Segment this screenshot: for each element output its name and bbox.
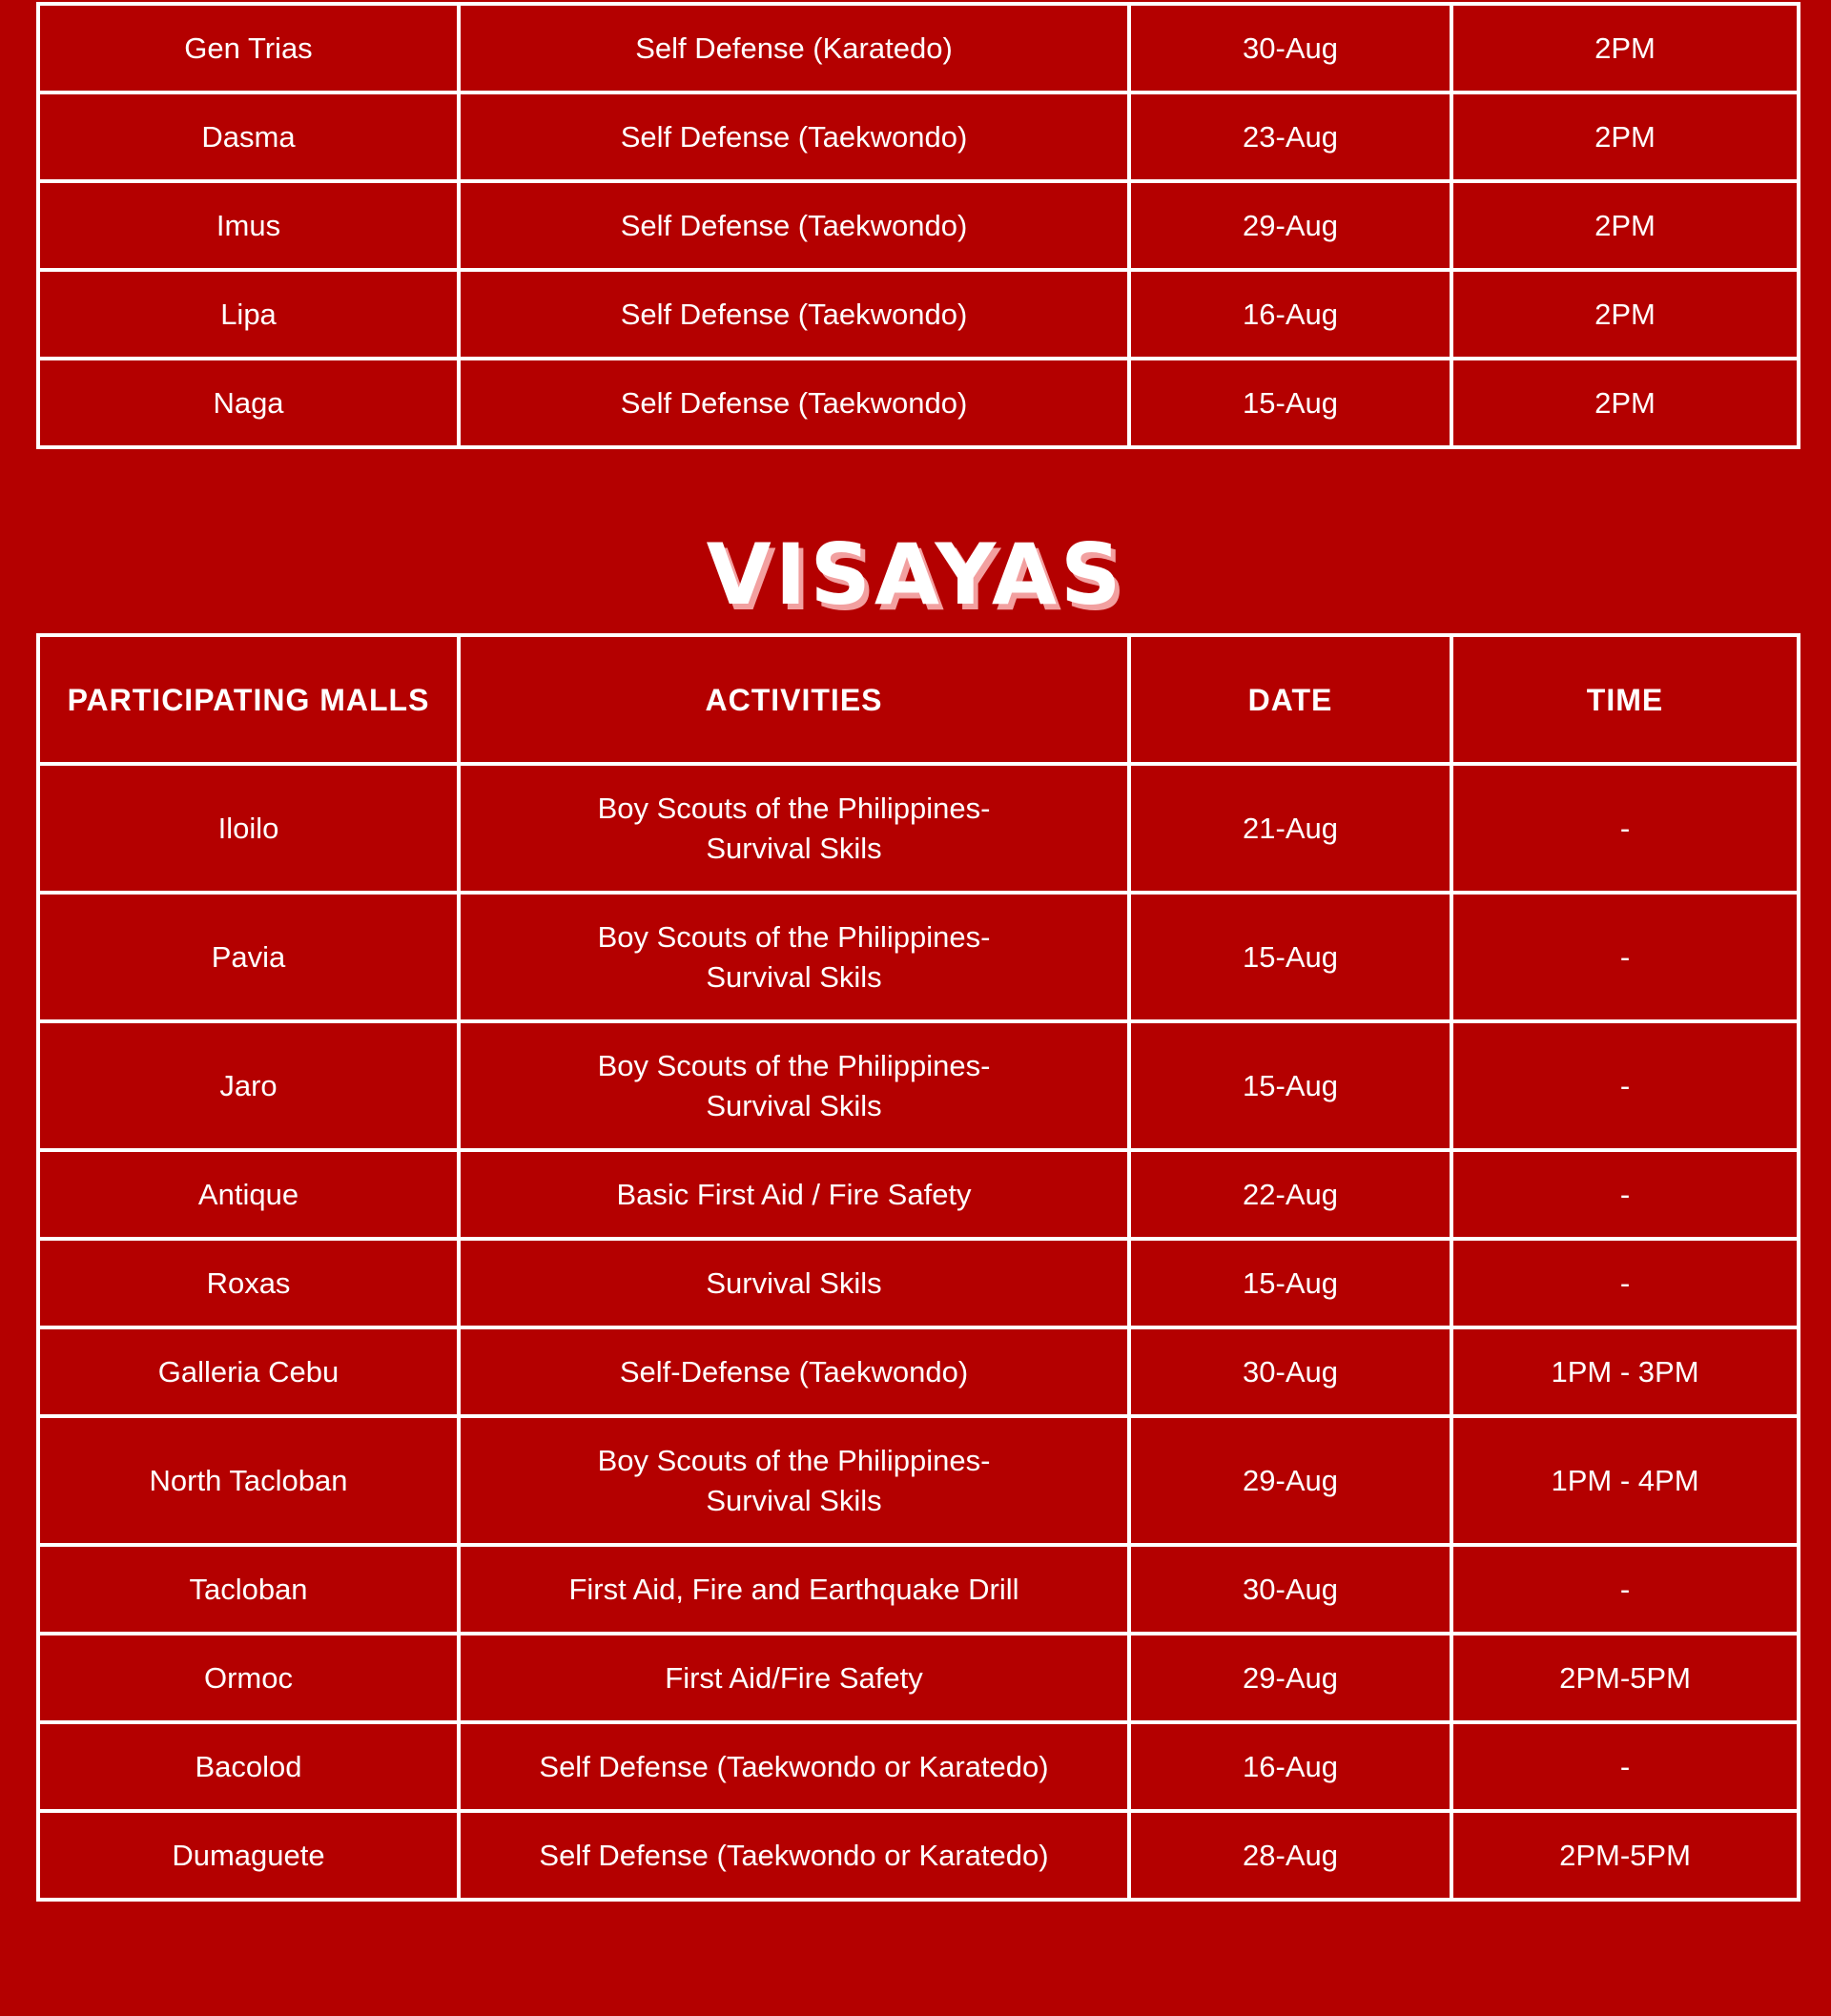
time-cell: -	[1451, 1545, 1799, 1634]
table-row	[38, 1239, 1799, 1327]
activity-cell-line: Survival Skils	[706, 1088, 882, 1122]
schedule-table-visayas-body	[38, 764, 1799, 1900]
time-cell: 2PM	[1451, 270, 1799, 359]
activity-cell-line: Self Defense (Taekwondo)	[620, 297, 968, 331]
activity-cell	[459, 4, 1129, 93]
activity-cell-line: Survival Skils	[706, 1265, 882, 1300]
mall-cell: Imus	[38, 181, 459, 270]
schedule-table-top-body	[38, 4, 1799, 447]
date-cell: 22-Aug	[1129, 1150, 1451, 1239]
time-cell: 2PM	[1451, 4, 1799, 93]
table-row	[38, 4, 1799, 93]
mall-cell: Naga	[38, 359, 459, 447]
date-cell: 21-Aug	[1129, 764, 1451, 893]
mall-cell: Jaro	[38, 1021, 459, 1150]
header-date: DATE	[1129, 635, 1451, 764]
mall-cell: Antique	[38, 1150, 459, 1239]
time-cell: 2PM	[1451, 359, 1799, 447]
activity-cell-line: Boy Scouts of the Philippines-	[597, 919, 991, 954]
activity-cell-line: Boy Scouts of the Philippines-	[597, 1443, 991, 1477]
section-title-visayas: VISAYAS	[706, 525, 1125, 624]
activity-cell	[459, 359, 1129, 447]
header-activities: ACTIVITIES	[459, 635, 1129, 764]
mall-cell: Dasma	[38, 93, 459, 181]
mall-cell: Galleria Cebu	[38, 1327, 459, 1416]
activity-cell	[459, 1416, 1129, 1545]
time-cell: -	[1451, 1150, 1799, 1239]
table-row	[38, 1021, 1799, 1150]
activity-cell-line: Self-Defense (Taekwondo)	[619, 1354, 969, 1389]
activity-cell	[459, 1545, 1129, 1634]
time-cell: 2PM	[1451, 181, 1799, 270]
mall-cell: Tacloban	[38, 1545, 459, 1634]
activity-cell	[459, 893, 1129, 1021]
activity-cell	[459, 1327, 1129, 1416]
header-participating-malls: PARTICIPATING MALLS	[38, 635, 459, 764]
date-cell: 30-Aug	[1129, 4, 1451, 93]
activity-cell-line: Self Defense (Taekwondo)	[620, 385, 968, 420]
mall-cell: Dumaguete	[38, 1811, 459, 1900]
date-cell: 15-Aug	[1129, 1239, 1451, 1327]
table-header-row	[38, 635, 1799, 764]
mall-cell: Roxas	[38, 1239, 459, 1327]
activity-cell	[459, 1811, 1129, 1900]
table-row	[38, 1545, 1799, 1634]
activity-cell-line: Boy Scouts of the Philippines-	[597, 791, 991, 825]
date-cell: 15-Aug	[1129, 359, 1451, 447]
table-row	[38, 1327, 1799, 1416]
mall-cell: Iloilo	[38, 764, 459, 893]
activity-cell-line: Basic First Aid / Fire Safety	[616, 1177, 972, 1211]
table-row	[38, 1722, 1799, 1811]
activity-cell-line: Self Defense (Taekwondo or Karatedo)	[539, 1838, 1049, 1872]
activity-cell-line: Survival Skils	[706, 1483, 882, 1517]
time-cell: 2PM	[1451, 93, 1799, 181]
table-row	[38, 1416, 1799, 1545]
activity-cell-line: Self Defense (Taekwondo)	[620, 208, 968, 242]
activity-cell-line: Boy Scouts of the Philippines-	[597, 1048, 991, 1082]
table-row	[38, 764, 1799, 893]
date-cell: 30-Aug	[1129, 1327, 1451, 1416]
date-cell: 15-Aug	[1129, 1021, 1451, 1150]
date-cell: 29-Aug	[1129, 1634, 1451, 1722]
schedule-table-visayas	[36, 633, 1800, 1902]
activity-cell	[459, 1634, 1129, 1722]
header-time: TIME	[1451, 635, 1799, 764]
date-cell: 23-Aug	[1129, 93, 1451, 181]
date-cell: 28-Aug	[1129, 1811, 1451, 1900]
table-row	[38, 1634, 1799, 1722]
table-row	[38, 270, 1799, 359]
activity-cell	[459, 181, 1129, 270]
date-cell: 30-Aug	[1129, 1545, 1451, 1634]
mall-cell: North Tacloban	[38, 1416, 459, 1545]
time-cell: -	[1451, 1722, 1799, 1811]
schedule-table-top	[36, 2, 1800, 449]
table-row	[38, 893, 1799, 1021]
date-cell: 16-Aug	[1129, 1722, 1451, 1811]
activity-cell	[459, 1239, 1129, 1327]
activity-cell-line: Self Defense (Taekwondo or Karatedo)	[539, 1749, 1049, 1783]
table-row	[38, 1150, 1799, 1239]
mall-cell: Bacolod	[38, 1722, 459, 1811]
mall-cell: Lipa	[38, 270, 459, 359]
time-cell: 2PM-5PM	[1451, 1634, 1799, 1722]
activity-cell-line: Self Defense (Karatedo)	[635, 31, 953, 65]
date-cell: 29-Aug	[1129, 181, 1451, 270]
date-cell: 15-Aug	[1129, 893, 1451, 1021]
time-cell: -	[1451, 1239, 1799, 1327]
time-cell: -	[1451, 893, 1799, 1021]
activity-cell	[459, 1021, 1129, 1150]
mall-cell: Pavia	[38, 893, 459, 1021]
date-cell: 29-Aug	[1129, 1416, 1451, 1545]
activity-cell	[459, 764, 1129, 893]
time-cell: -	[1451, 1021, 1799, 1150]
time-cell: 1PM - 4PM	[1451, 1416, 1799, 1545]
table-row	[38, 359, 1799, 447]
activity-cell-line: Survival Skils	[706, 831, 882, 865]
time-cell: -	[1451, 764, 1799, 893]
date-cell: 16-Aug	[1129, 270, 1451, 359]
activity-cell-line: Survival Skils	[706, 959, 882, 994]
table-row	[38, 181, 1799, 270]
activity-cell	[459, 270, 1129, 359]
activity-cell-line: First Aid/Fire Safety	[665, 1660, 923, 1695]
mall-cell: Gen Trias	[38, 4, 459, 93]
activity-cell	[459, 1150, 1129, 1239]
table-row	[38, 1811, 1799, 1900]
table-row	[38, 93, 1799, 181]
time-cell: 1PM - 3PM	[1451, 1327, 1799, 1416]
time-cell: 2PM-5PM	[1451, 1811, 1799, 1900]
activity-cell	[459, 1722, 1129, 1811]
activity-cell-line: Self Defense (Taekwondo)	[620, 119, 968, 154]
activity-cell-line: First Aid, Fire and Earthquake Drill	[568, 1572, 1019, 1606]
activity-cell	[459, 93, 1129, 181]
mall-cell: Ormoc	[38, 1634, 459, 1722]
